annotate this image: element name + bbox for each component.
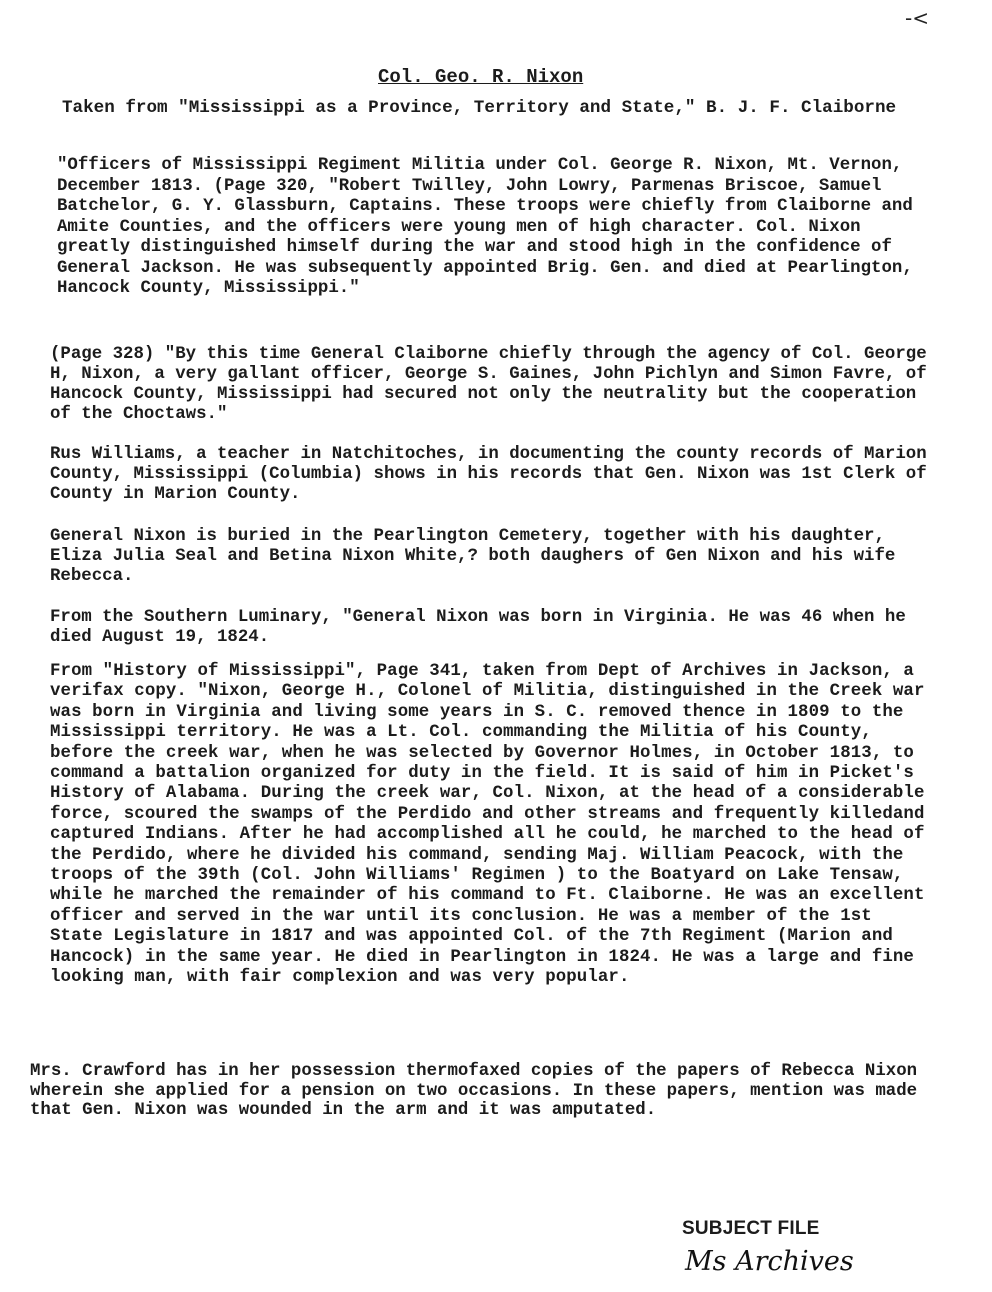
paragraph-southern-luminary: From the Southern Luminary, "General Nixon was born in Virginia. He was 46 when he died August 19, 1824. [50,608,906,647]
paragraph-mrs-crawford: Mrs. Crawford has in her possession thermofaxed copies of the papers of Rebecca Nixon wherein she applied for a pension on two occasions. In these papers, mention was made that Gen. Nixon was wounded in the arm and it was amputated. [30,1062,918,1120]
corner-mark: -< [905,6,929,30]
subject-file-stamp: SUBJECT FILE [682,1218,820,1239]
paragraph-history-of-mississippi: From "History of Mississippi", Page 341, taken from Dept of Archives in Jackson, a verifax copy. "Nixon, George H., Colonel of Militia, distinguished in the Creek war was born in Virginia and living some years in S. C. removed thence in 1809 to the Mississippi territory. He was a Lt. Col. commanding the Militia of his County, before the creek war, when he was selected by Governor Holmes, in October 1813, to command a battalion organized for duty in the field. It is said of him in Picket's History of Alabama. During the creek war, Col. Nixon, at the head of a considerable force, scoured the swamps of the Perdido and other streams and frequently killedand captured Indians. After he had accomplished all he could, he marched to the head of the Perdido, where he divided his command, sending Maj. William Peacock, with the troops of the 39th (Col. John Williams' Regimen ) to the Boatyard on Lake Tensaw, while he marched the remainder of his command to Ft. Claiborne. He was an excellent officer and served in the war until its conclusion. He was a member of the 1st State Legislature in 1817 and was appointed Col. of the 7th Regiment (Marion and Hancock) in the same year. He died in Pearlington in 1824. He was a large and fine looking man, with fair complexion and was very popular. [50,662,925,988]
paragraph-officers: "Officers of Mississippi Regiment Militia under Col. George R. Nixon, Mt. Vernon, December 1813. (Page 320, "Robert Twilley, John Lowry, Parmenas Briscoe, Samuel Batchelor, G. Y. Glassburn, Captains. These troops were chiefly from Claiborne and Amite Counties, and the officers were young men of high character. Col. Nixon greatly distinguished himself during the war and stood high in the confidence of General Jackson. He was subsequently appointed Brig. Gen. and died at Pearlington, Hancock County, Mississippi." [57,156,913,298]
source-citation: Taken from "Mississippi as a Province, Territory and State," B. J. F. Claiborne [62,98,897,118]
paragraph-page-328: (Page 328) "By this time General Claiborne chiefly through the agency of Col. George H, Nixon, a very gallant officer, George S. Gaines, John Pichlyn and Simon Favre, of Hancock County, Mississippi had secured not only the neutrality but the cooperation of the Choctaws." [50,345,927,424]
handwritten-note: Ms Archives [685,1246,854,1277]
page-title: Col. Geo. R. Nixon [378,66,584,88]
paragraph-rus-williams: Rus Williams, a teacher in Natchitoches, in documenting the county records of Marion County, Mississippi (Columbia) shows in his records that Gen. Nixon was 1st Clerk of County in Marion County. [50,445,927,504]
paragraph-burial: General Nixon is buried in the Pearlington Cemetery, together with his daughter, Eliza Julia Seal and Betina Nixon White,? both daughers of Gen Nixon and his wife Rebecca. [50,527,896,586]
